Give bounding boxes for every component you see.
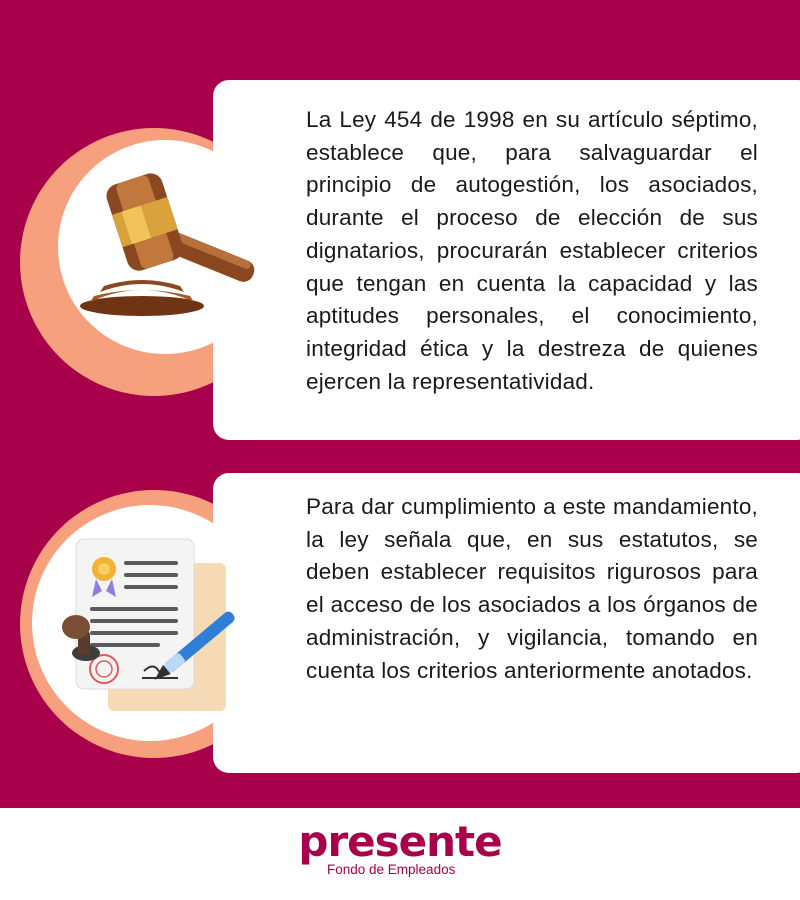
- info-card-1-text: La Ley 454 de 1998 en su artículo séptimo, establece que, para salvaguardar el principio de autogestión, los asociados, durante el proceso de elección de sus dignatarios, procurarán establecer criterios que tengan en cuenta la capacidad y las aptitudes personales, el conocimiento, integridad ética y la destreza de quienes ejercen la representatividad.: [306, 107, 758, 394]
- logo-wordmark: presente: [298, 817, 502, 866]
- document-icon: [46, 535, 246, 715]
- info-card-1: [213, 80, 800, 440]
- brand-logo: [0, 817, 800, 866]
- info-card-2-text: Para dar cumplimiento a este mandamiento, la ley señala que, en sus estatutos, se deben establecer requisitos rigurosos para el acceso de los asociados a los órganos de administración, y vigilancia, tomando en cuenta los criterios anteriormente anotados.: [306, 494, 758, 683]
- gavel-icon: [72, 168, 272, 328]
- info-card-2: [213, 473, 800, 773]
- logo-subtitle: Fondo de Empleados: [327, 862, 456, 877]
